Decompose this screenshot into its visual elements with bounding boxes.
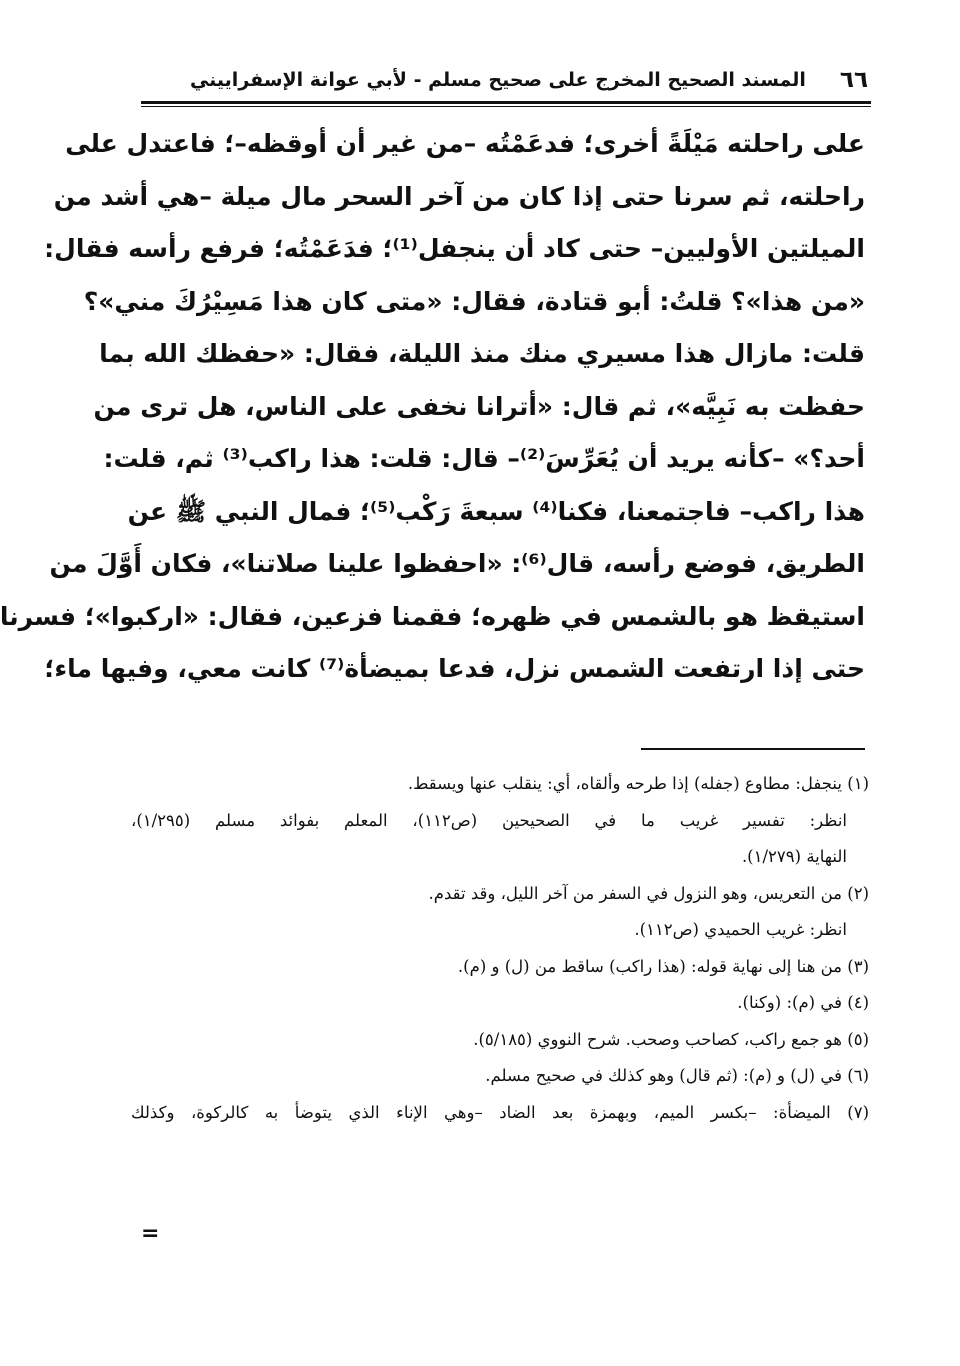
main-text-line: قلت: مازال هذا مسيري منك منذ الليلة، فقال: «حفظك الله بما [99, 339, 865, 368]
main-text-line: هذا راكب– فاجتمعنا، فكنا⁽⁴⁾ سبعةَ رَكْب⁽⁵⁾؛ فمال النبي ﷺ عن [127, 496, 865, 526]
main-text-block [0, 118, 865, 696]
header-rule [141, 101, 871, 104]
footnote-line: (٣) من هنا إلى نهاية قوله: (هذا راكب) ساقط من (ل) و (م). [457, 956, 869, 976]
main-text-line: راحلته، ثم سرنا حتى إذا كان من آخر السحر مال ميلة –هي أشد من [53, 181, 865, 211]
footnote-separator [641, 748, 865, 750]
main-text-line: الميلتين الأوليين– حتى كاد أن ينجفل⁽¹⁾؛ فدَعَمْتُه؛ فرفع رأسه فقال: [44, 234, 865, 263]
main-text-line: استيقظ هو بالشمس في ظهره؛ فقمنا فزعين، فقال: «اركبوا»؛ فسرنا [0, 601, 865, 631]
footnote-line: (١) ينجفل: مطاوع (جفله) إذا طرحه وألقاه، أي: ينقلب عنها ويسقط. [407, 774, 869, 793]
footnote-line: (٢) من التعريس، وهو النزول في السفر من آخر الليل، وقد تقدم. [428, 883, 869, 903]
footnote-line: (٥) هو جمع راكب، كصاحب وصحب. شرح النووي (٥/١٨٥). [473, 1029, 869, 1049]
main-text-line: حفظت به نَبِيَّه»، ثم قال: «أترانا نخفى على الناس، هل ترى من [93, 391, 865, 421]
page-header [146, 62, 868, 98]
main-text-line: الطريق، فوضع رأسه، قال⁽⁶⁾: «احفظوا علينا صلاتنا»، فكان أَوَّلَ من [49, 549, 865, 578]
footnote-line: انظر: غريب الحميدي (ص١١٢). [634, 920, 847, 939]
running-title: المسند الصحيح المخرج على صحيح مسلم - لأبي عوانة الإسفراييني [189, 69, 806, 91]
footnotes-block [131, 766, 869, 1131]
main-text-line: على راحلته مَيْلَةً أخرى؛ فدعَمْتُه –من غير أن أوقظه–؛ فاعتدل على [65, 129, 865, 158]
footnote-line: (٤) في (م): (وكنا). [737, 993, 869, 1012]
page-number: ٦٦ [839, 67, 868, 93]
footnote-line: (٦) في (ل) و (م): (ثم قال) وهو كذلك في صحيح مسلم. [485, 1066, 869, 1085]
header-rule-thin [141, 106, 871, 107]
main-text-line: أحد؟» –كأنه يريد أن يُعَرِّسَ⁽²⁾– قال: قلت: هذا راكب⁽³⁾ ثم، قلت: [103, 444, 865, 473]
main-text-line: «من هذا»؟ قلتُ: أبو قتادة، فقال: «متى كان هذا مَسِيْرُكَ مني»؟ [83, 286, 865, 316]
footnote-line: النهاية (١/٢٧٩). [741, 847, 847, 866]
continuation-mark: = [141, 1221, 160, 1246]
footnote-line: انظر: تفسير غريب ما في الصحيحين (ص١١٢)، المعلم بفوائد مسلم (١/٢٩٥)، [131, 810, 847, 830]
main-text-line: حتى إذا ارتفعت الشمس نزل، فدعا بميضأة⁽⁷⁾ كانت معي، وفيها ماء؛ [44, 654, 865, 683]
footnote-line: (٧) الميضأة: –بكسر الميم، وبهمزة بعد الضاد –وهي الإناء الذي يتوضأ به كالركوة، وكذلك [131, 1102, 869, 1122]
